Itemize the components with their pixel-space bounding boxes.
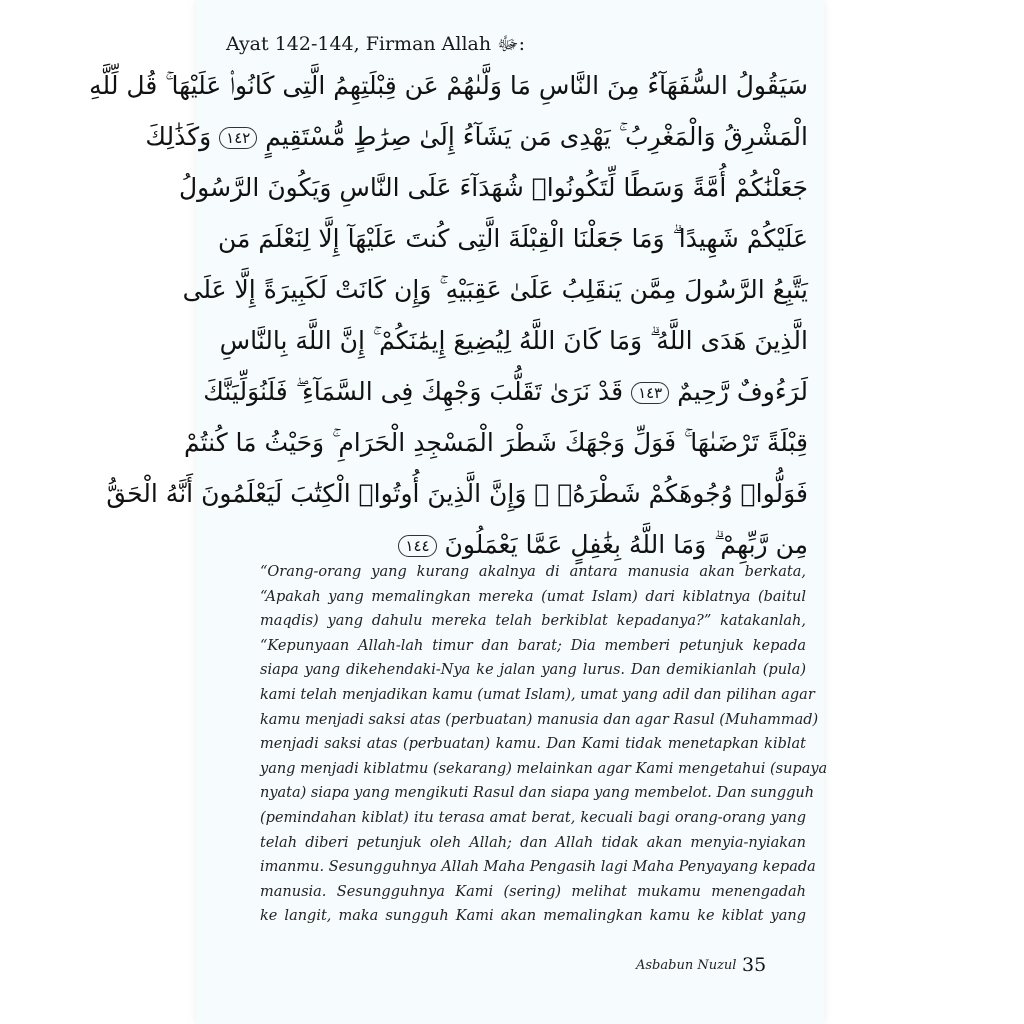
translation-line: “Orang-orang yang kurang akalnya di antara manusia akan berkata, <box>260 564 806 580</box>
arabic-line: عَلَيْكُمْ شَهِيدًا ۗ وَمَا جَعَلْنَا الْقِبْلَةَ الَّتِى كُنتَ عَلَيْهَآ إِلَّا لِنَعْلَمَ مَن <box>217 224 808 253</box>
arabic-line: لَرَءُوفٌ رَّحِيمٌ ١٤٣ قَدْ نَرَىٰ تَقَلُّبَ وَجْهِكَ فِى السَّمَآءِ ۖ فَلَنُوَلِّيَنَّكَ <box>203 377 808 406</box>
arabic-line: الْمَشْرِقُ وَالْمَغْرِبُ ۚ يَهْدِى مَن يَشَآءُ إِلَىٰ صِرَٰطٍ مُّسْتَقِيمٍ ١٤٢ وَكَذَٰلِكَ <box>145 122 808 151</box>
running-footer: Asbabun Nuzul <box>636 958 737 973</box>
translation-line: maqdis) yang dahulu mereka telah berkiblat kepadanya?” katakanlah, <box>260 613 806 630</box>
arabic-verses <box>89 60 808 570</box>
translation-line: nyata) siapa yang mengikuti Rasul dan siapa yang membelot. Dan sungguh <box>260 785 815 802</box>
arabic-line: يَتَّبِعُ الرَّسُولَ مِمَّن يَنقَلِبُ عَلَىٰ عَقِبَيْهِ ۚ وَإِن كَانَتْ لَكَبِيرَةً إِلَّا عَلَى <box>182 275 808 304</box>
arabic-line: مِن رَّبِّهِمْ ۗ وَمَا اللَّهُ بِغَٰفِلٍ عَمَّا يَعْمَلُونَ ١٤٤ <box>248 519 808 570</box>
ayah-number-marker: ١٤٤ <box>398 535 436 557</box>
arabic-line: سَيَقُولُ السُّفَهَآءُ مِنَ النَّاسِ مَا وَلَّىٰهُمْ عَن قِبْلَتِهِمُ الَّتِى كَانُوا۟ عَلَيْهَا ۚ قُل لِّلَّهِ <box>89 71 808 100</box>
translation-line: kami telah menjadikan kamu (umat Islam), umat yang adil dan pilihan agar <box>260 686 815 703</box>
translation-line: yang menjadi kiblatmu (sekarang) melainkan agar Kami mengetahui (supaya <box>260 760 828 777</box>
translation-paragraph <box>260 560 828 929</box>
section-heading: Ayat 142-144, Firman Allah ﷻ: <box>226 33 526 55</box>
translation-line: “Apakah yang memalingkan mereka (umat Islam) dari kiblatnya (baitul <box>260 588 806 605</box>
translation-line: telah diberi petunjuk oleh Allah; dan Allah tidak akan menyia-nyiakan <box>260 834 806 851</box>
translation-line: menjadi saksi atas (perbuatan) kamu. Dan Kami tidak menetapkan kiblat <box>260 736 806 753</box>
ayah-number-marker: ١٤٣ <box>631 382 669 404</box>
book-page <box>89 0 828 1024</box>
ayah-number-marker: ١٤٢ <box>219 127 257 149</box>
arabic-line: الَّذِينَ هَدَى اللَّهُ ۗ وَمَا كَانَ اللَّهُ لِيُضِيعَ إِيمَٰنَكُمْ ۚ إِنَّ اللَّهَ بِالنَّاسِ <box>219 326 808 355</box>
translation-line: manusia. Sesungguhnya Kami (sering) melihat mukamu menengadah <box>260 883 806 900</box>
page-number: 35 <box>742 954 767 976</box>
translation-line: (pemindahan kiblat) itu terasa amat berat, kecuali bagi orang-orang yang <box>260 809 806 826</box>
arabic-line: جَعَلْنَٰكُمْ أُمَّةً وَسَطًا لِّتَكُونُوا۟ شُهَدَآءَ عَلَى النَّاسِ وَيَكُونَ الرَّسُولُ <box>178 173 808 202</box>
translation-line: ke langit, maka sungguh Kami akan memalingkan kamu ke kiblat yang <box>260 908 806 925</box>
arabic-line: فَوَلُّوا۟ وُجُوهَكُمْ شَطْرَهُۥ ۗ وَإِنَّ الَّذِينَ أُوتُوا۟ الْكِتَٰبَ لَيَعْلَمُونَ أَنَّهُ الْحَقُّ <box>106 479 808 508</box>
arabic-line: قِبْلَةً تَرْضَىٰهَا ۚ فَوَلِّ وَجْهَكَ شَطْرَ الْمَسْجِدِ الْحَرَامِ ۚ وَحَيْثُ مَا كُنتُمْ <box>183 428 808 457</box>
translation-line: kamu menjadi saksi atas (perbuatan) manusia dan agar Rasul (Muhammad) <box>260 711 819 728</box>
translation-line: “Kepunyaan Allah-lah timur dan barat; Dia memberi petunjuk kepada <box>260 637 806 654</box>
translation-line: imanmu. Sesungguhnya Allah Maha Pengasih lagi Maha Penyayang kepada <box>260 859 816 876</box>
translation-line: siapa yang dikehendaki-Nya ke jalan yang lurus. Dan demikianlah (pula) <box>260 662 806 679</box>
